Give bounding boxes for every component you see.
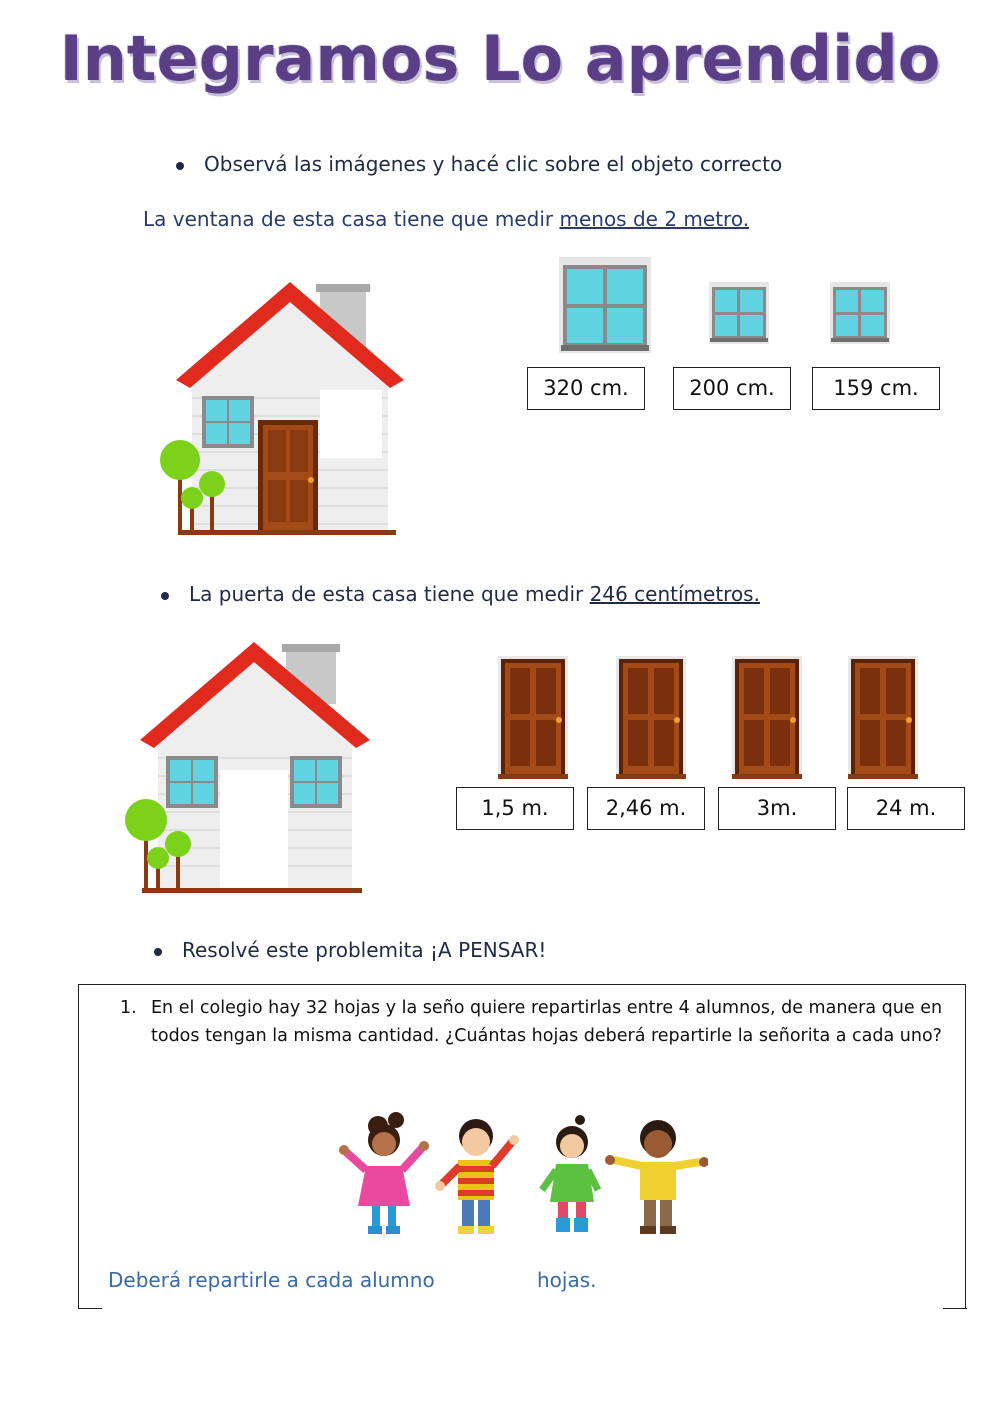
door-option-4[interactable] <box>848 656 918 780</box>
door-question <box>161 582 760 606</box>
window-option-medium[interactable] <box>709 282 769 344</box>
window-question <box>143 207 749 231</box>
page-title: Integramos Lo aprendido <box>59 22 941 95</box>
answer-prefix: Deberá repartirle a cada alumno <box>108 1268 435 1292</box>
window-option-large[interactable] <box>559 257 651 353</box>
window-answer-159cm[interactable]: 159 cm. <box>812 367 940 410</box>
door-answer-2-46m[interactable]: 2,46 m. <box>587 787 705 830</box>
problem-statement <box>120 994 955 1050</box>
answer-suffix: hojas. <box>537 1268 597 1292</box>
door-option-2[interactable] <box>616 656 686 780</box>
door-question-prefix: La puerta de esta casa tiene que medir <box>189 582 590 606</box>
problem-heading <box>154 938 546 962</box>
window-question-prefix: La ventana de esta casa tiene que medir <box>143 207 560 231</box>
window-option-small[interactable] <box>830 282 890 344</box>
four-students-illustration <box>336 1108 708 1244</box>
window-answer-320cm[interactable]: 320 cm. <box>527 367 645 410</box>
student-girl-green <box>542 1115 598 1232</box>
main-instruction <box>176 152 782 176</box>
door-answer-24m[interactable]: 24 m. <box>847 787 965 830</box>
door-option-3[interactable] <box>732 656 802 780</box>
door-option-1[interactable] <box>498 656 568 780</box>
problem-number: 1. <box>120 998 137 1018</box>
house-missing-door-illustration <box>120 636 380 898</box>
window-answer-200cm[interactable]: 200 cm. <box>673 367 791 410</box>
door-question-target: 246 centímetros. <box>589 582 760 606</box>
bullet-icon <box>161 592 169 600</box>
main-instruction-text: Observá las imágenes y hacé clic sobre el objeto correcto <box>204 152 783 176</box>
door-answer-3m[interactable]: 3m. <box>718 787 836 830</box>
bullet-icon <box>154 948 162 956</box>
student-girl-pink <box>339 1112 429 1234</box>
house-missing-window-illustration <box>150 270 410 545</box>
window-question-target: menos de 2 metro. <box>559 207 750 231</box>
student-boy-striped <box>435 1119 519 1234</box>
bullet-icon <box>176 162 184 170</box>
student-boy-yellow <box>605 1120 708 1234</box>
problem-body: En el colegio hay 32 hojas y la seño quiere repartirlas entre 4 alumnos, de manera que en todos tengan la misma cantidad. ¿Cuántas hojas deberá repartirle la señorita a cada uno? <box>151 998 943 1046</box>
problem-heading-text: Resolvé este problemita ¡A PENSAR! <box>182 938 547 962</box>
door-answer-1-5m[interactable]: 1,5 m. <box>456 787 574 830</box>
